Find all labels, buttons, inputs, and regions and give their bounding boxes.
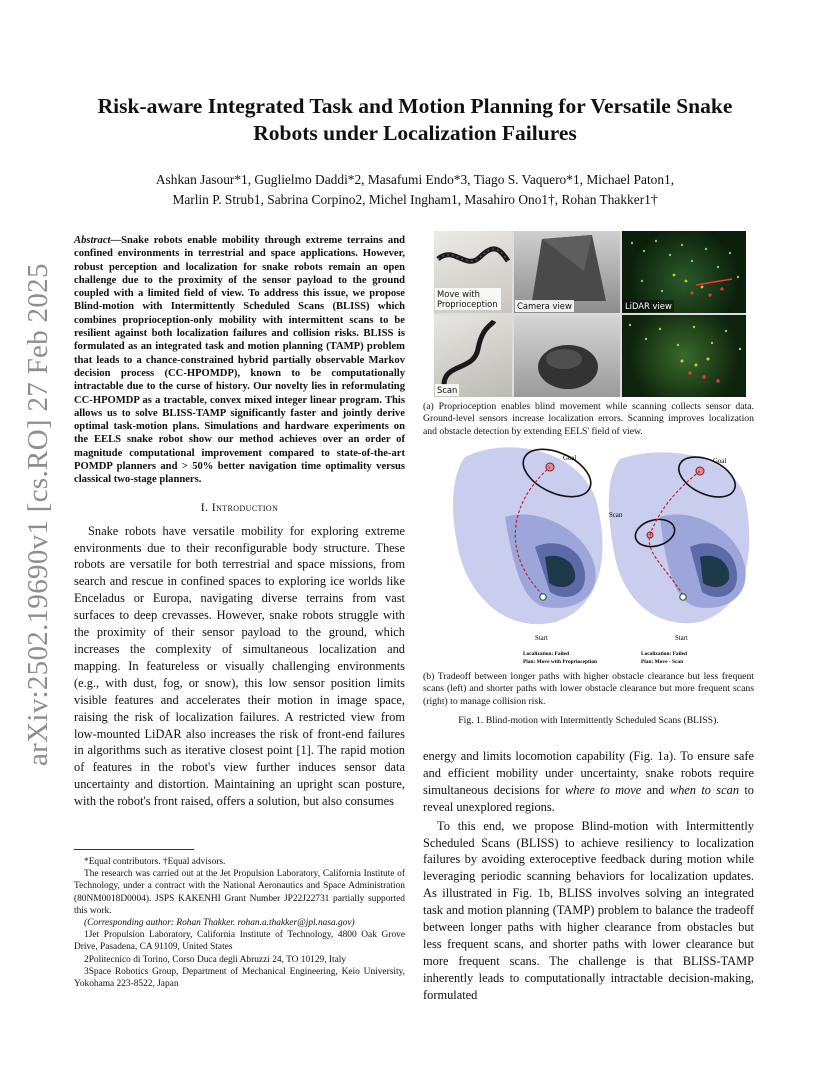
right-column-text — [423, 748, 754, 1004]
photo-move-proprioception — [434, 231, 512, 313]
rock-image-2 — [514, 315, 620, 397]
footnote: 3Space Robotics Group, Department of Mechanical Engineering, Keio University, Yokohama 223-8522, Japan — [74, 966, 405, 990]
label-move: Move with Proprioception — [435, 288, 501, 310]
right-status-2: Plan: Move - Scan — [641, 659, 684, 665]
text-segment: energy and limits locomotion capability (Fig. 1a). To ensure safe and efficient mobility under uncertainty, snake robots require simultaneous decisions for — [423, 749, 754, 797]
author-line-1: Ashkan Jasour*1, Guglielmo Daddi*2, Masafumi Endo*3, Tiago S. Vaquero*1, Michael Paton1, — [155, 172, 675, 187]
footnote: 2Politecnico di Torino, Corso Duca degli Abruzzi 24, TO 10129, Italy — [84, 954, 347, 965]
caption-figure-1b: (b) Tradeoff between longer paths with higher obstacle clearance but less frequent scans (left) and shorter paths with lower obstacle clearance but more frequent scans (right) to manage collision risk. — [423, 671, 754, 707]
intro-paragraph: Snake robots have versatile mobility for exploring extreme environments due to their reconfigurable body structure. These robots are versatile for both terrestrial and space missions, from search and rescue in confined spaces to exploring ice worlds like Enceladus or Europa, navigating diverse terrains from vast surfaces to deep crevasses. However, snake robots struggle with the proximity of their sensor payload to the ground, which increases the complexity of simultaneous localization and mapping. In featureless or visually challenging environments (e.g., with dust, fog, or snow), this low sensor position limits visible features and accelerates their motion in image space, raising the risk of localization failures. A restricted view from low-mounted LiDAR also increases the risk of front-end failures in algorithms such as iterative closest point [1]. The rapid motion of features in the robot's view further induces sensor data uncertainty and distortion. Maintaining an upright scan posture, with the robot's front raised, offers a solution, but also consumes — [74, 523, 405, 809]
right-status-1: Localization: Failed — [641, 651, 687, 657]
arxiv-identifier: arXiv:2502.19690v1 [cs.RO] 27 Feb 2025 — [22, 263, 54, 766]
footnote-rule — [74, 849, 194, 850]
figure-1-caption: Fig. 1. Blind-motion with Intermittently Scheduled Scans (BLISS). — [458, 715, 719, 726]
photo-scan — [434, 315, 512, 397]
label-scan: Scan — [437, 385, 458, 395]
paper-title: Risk-aware Integrated Task and Motion Planning for Versatile Snake Robots under Localization Failures — [97, 94, 733, 145]
lidar-pointcloud-image-2 — [622, 315, 746, 397]
author-line-2: Marlin P. Strub1, Sabrina Corpino2, Michel Ingham1, Masahiro Ono1†, Rohan Thakker1† — [172, 192, 658, 207]
right-paragraph-1 — [423, 748, 754, 816]
emphasis-where-to-move: where to move — [564, 782, 642, 797]
abstract — [74, 234, 405, 487]
text-segment: and — [641, 782, 670, 797]
footnote: The research was carried out at the Jet Propulsion Laboratory, California Institute of Technology, under a contract with the National Aeronautics and Space Administration (80NM0018D0004). JSPS KAKENHI Grant Number JP22J22731 partially supported this work. — [74, 869, 405, 916]
left-column — [74, 234, 405, 810]
right-scan-label: Scan — [609, 512, 623, 519]
footnote: *Equal contributors. †Equal advisors. — [84, 857, 226, 867]
figure-1a — [434, 231, 746, 397]
left-status-1: Localization: Failed — [523, 651, 569, 657]
lidar-view — [622, 231, 746, 313]
label-lidar: LiDAR view — [625, 301, 672, 311]
lidar-view-2 — [622, 315, 746, 397]
footnotes — [74, 856, 405, 990]
footnote: 1Jet Propulsion Laboratory, California Institute of Technology, 4800 Oak Grove Drive, Pasadena, CA 91109, United States — [74, 930, 405, 953]
photo-camera-view — [514, 231, 620, 313]
photo-camera-view-2 — [514, 315, 620, 397]
left-status-2: Plan: Move with Proprioception — [523, 659, 598, 665]
text-segment: to reveal unexplored regions. — [423, 782, 754, 814]
abstract-text: Snake robots enable mobility through extreme terrains and confined environments in terrestrial and space applications. However, robust perception and localization for snake robots remain an open challenge due to the proximity of the sensor payload to the ground coupled with a limited field of view. To address this issue, we propose Blind-motion with Intermittently Scheduled Scans (BLISS) which combines proprioception-only mobility with intermittent scans to be resilient against both localization failures and collision risks. BLISS is formulated as an integrated task and motion planning (TAMP) problem that leads to a chance-constrained hybrid partially observable Markov decision process (CC-HPOMDP), known to be computationally intractable due to the curse of history. Our novelty lies in reformulating CC-HPOMDP as a tractable, convex mixed integer linear program. This allows us to solve BLISS-TAMP significantly faster and jointly derive optimal task-motion plans. Simulations and hardware experiments on the EELS snake robot show our method achieves over an order of magnitude computational improvement compared to state-of-the-art POMDP planners and > 50% better navigation time optimality versus classical two-stage planners. — [74, 235, 405, 486]
author-list — [70, 170, 760, 210]
section-heading: I. Introduction — [200, 499, 279, 514]
emphasis-when-to-scan: when to scan — [669, 782, 740, 797]
left-map — [453, 440, 602, 665]
label-camera: Camera view — [517, 301, 572, 311]
left-start-label: Start — [535, 635, 548, 642]
planning-diagram — [445, 437, 755, 673]
figure-1b — [445, 437, 755, 673]
right-start-label: Start — [675, 635, 688, 642]
right-paragraph-2: To this end, we propose Blind-motion with Intermittently Scheduled Scans (BLISS) to achieve resiliency to localization failures by avoiding exteroceptive feedback during motion while leveraging periodic scanning behaviors for localization updates. As illustrated in Fig. 1b, BLISS involves solving an integrated task and motion planning (TAMP) problem to balance the tradeoff between longer paths with higher clearance from obstacles but less frequent scans, and shorter paths with lower clearance but more frequent scans. The challenge is that BLISS-TAMP inherently leads to computationally intractable decision-making, formulated — [423, 818, 754, 1002]
right-goal-label: Goal — [713, 458, 727, 465]
footnote: (Corresponding author: Rohan Thakker. rohan.a.thakker@jpl.nasa.gov) — [84, 918, 355, 929]
caption-figure-1a: (a) Proprioception enables blind movement while scanning collects sensor data. Ground-level sensors increase localization errors. Scanning improves localization and obstacle detection by extending EELS' field of view. — [423, 401, 754, 437]
left-goal-label: Goal — [563, 455, 577, 462]
abstract-lead: Abstract— — [74, 235, 122, 246]
right-map — [609, 449, 749, 665]
